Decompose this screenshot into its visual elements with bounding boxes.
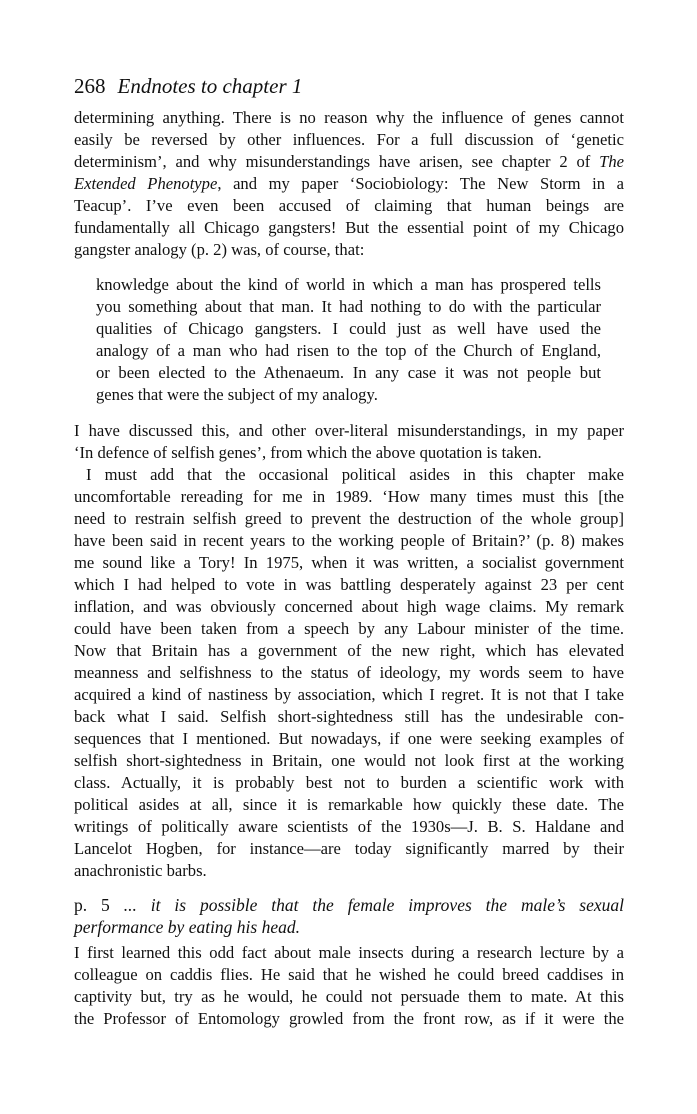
text-line [74,152,624,172]
text-line: which I had helped to vote in was battling desperately against 23 per cent [74,575,624,594]
text-line: me sound like a Tory! In 1975, when it was written, a socialist government [74,553,624,572]
text-line: Lancelot Hogben, for instance—are today significantly marred by their [74,839,624,858]
text-line: need to restrain selfish greed to prevent the destruction of the whole group] [74,509,624,528]
text-line: gangster analogy (p. 2) was, of course, that: [74,240,365,259]
quote-line: analogy of a man who had risen to the top of the Church of England, [96,341,601,360]
text-segment: determinism’, and why misunderstandings have arisen, see chapter 2 of [74,152,591,171]
text-line: I must add that the occasional political asides in this chapter make [86,465,624,484]
note-page-ref: p. 5 [74,895,110,915]
text-line: could have been taken from a speech by any Labour minister of the time. [74,619,624,638]
quote-line: genes that were the subject of my analogy. [96,385,378,404]
text-line: Now that Britain has a government of the new right, which has elevated [74,641,624,660]
text-line: acquired a kind of nastiness by association, which I regret. It is not that I take [74,685,624,704]
note-heading-line: performance by eating his head. [74,917,300,937]
text-line: political asides at all, since it is remarkable how quickly these date. The [74,795,624,814]
note-quote: ... it is possible that the female improves the male’s sexual [123,895,624,915]
text-line: selfish short-sightedness in Britain, one would not look first at the working [74,751,624,770]
text-line: I first learned this odd fact about male insects during a research lecture by a [74,943,624,962]
text-line: meanness and selfishness to the status of ideology, my words seem to have [74,663,624,682]
quote-line: qualities of Chicago gangsters. I could just as well have used the [96,319,601,338]
text-line: have been said in recent years to the working people of Britain?’ (p. 8) makes [74,531,624,550]
note-heading [74,895,624,915]
text-line: sequences that I mentioned. But nowadays, if one were seeking examples of [74,729,624,748]
book-title-extended-phenotype: Extended Phenotype [74,174,218,193]
text-line: inflation, and was obviously concerned about high wage claims. My remark [74,597,624,616]
book-title-the: The [599,152,624,171]
quote-line: knowledge about the kind of world in which a man has prospered tells [96,275,601,294]
text-line: ‘In defence of selfish genes’, from which the above quotation is taken. [74,443,542,462]
text-line: uncomfortable rereading for me in 1989. ‘How many times must this [the [74,487,624,506]
text-line: the Professor of Entomology growled from the front row, as if it were the [74,1009,624,1028]
text-line: back what I said. Selfish short-sightedness still has the undesirable con- [74,707,624,726]
page-number: 268 [74,74,106,98]
text-segment: , and my paper ‘Sociobiology: The New Storm in a [217,174,624,193]
running-head [74,74,302,98]
text-line: Teacup’. I’ve even been accused of claiming that human beings are [74,196,624,215]
quote-line: you something about that man. It had nothing to do with the particular [96,297,601,316]
text-line: writings of politically aware scientists of the 1930s—J. B. S. Haldane and [74,817,624,836]
text-line: I have discussed this, and other over-literal misunderstandings, in my paper [74,421,624,440]
text-line: fundamentally all Chicago gangsters! But the essential point of my Chicago [74,218,624,237]
quote-line: or been elected to the Athenaeum. In any case it was not people but [96,363,601,382]
text-line [74,174,624,194]
text-line: colleague on caddis flies. He said that he wished he could breed caddises in [74,965,624,984]
text-line: easily be reversed by other influences. For a full discussion of ‘genetic [74,130,624,149]
text-line: class. Actually, it is probably best not to burden a scientific work with [74,773,624,792]
text-line: anachronistic barbs. [74,861,207,880]
text-line: captivity but, try as he would, he could not persuade them to mate. At this [74,987,624,1006]
text-line: determining anything. There is no reason why the influence of genes cannot [74,108,624,127]
running-head-title: Endnotes to chapter 1 [117,74,303,98]
